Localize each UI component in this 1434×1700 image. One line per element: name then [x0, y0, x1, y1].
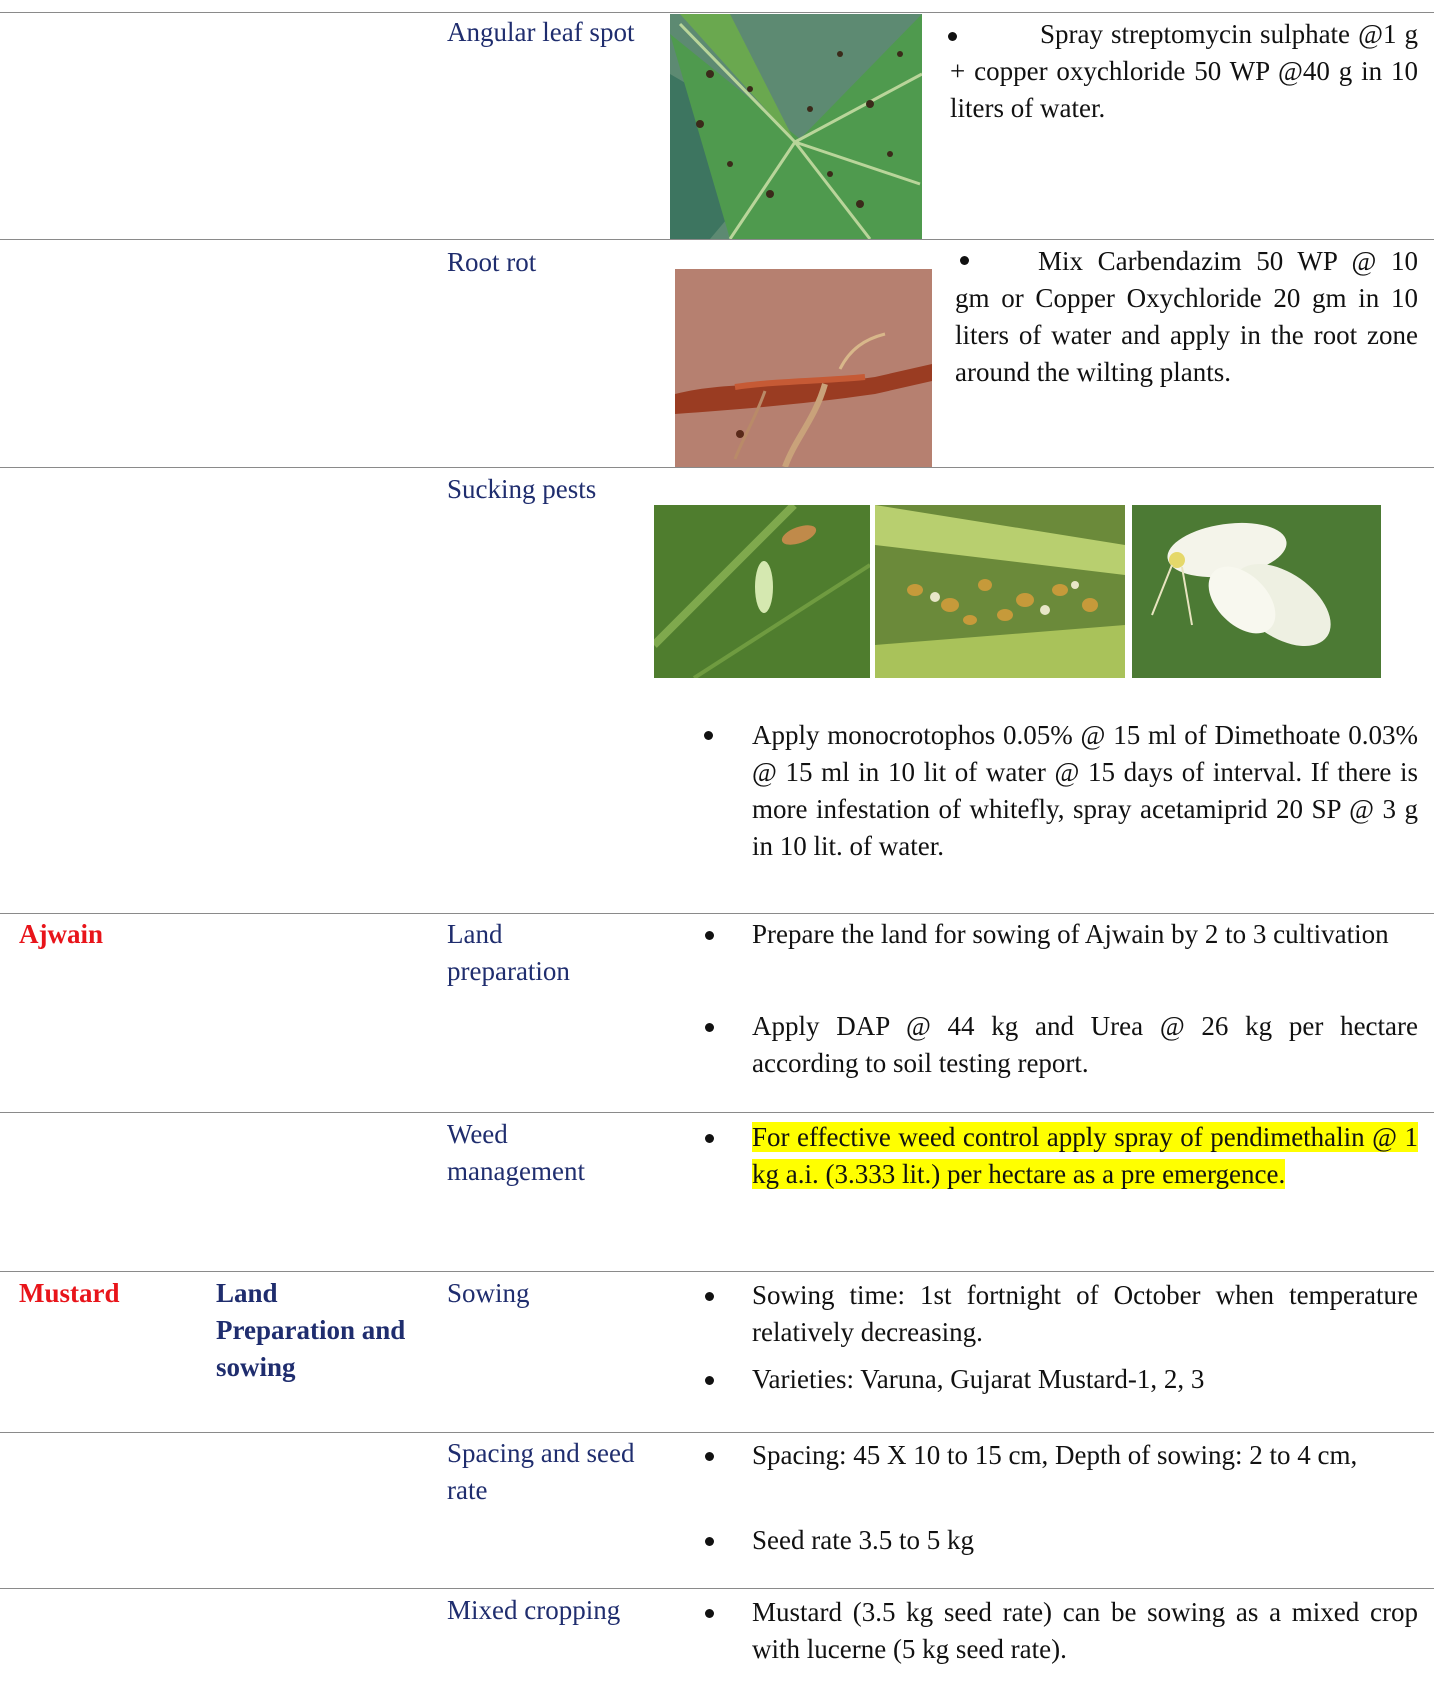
jassid-photo	[654, 505, 870, 678]
treatment-text: Seed rate 3.5 to 5 kg	[752, 1525, 974, 1555]
treatment-text: Sowing time: 1st fortnight of October when temperature relatively decreasing.	[752, 1280, 1418, 1347]
row-item-mixed-cropping: Mixed cropping	[447, 1595, 621, 1625]
row-divider	[0, 1432, 1434, 1433]
stage-heading: Land Preparation and sowing	[216, 1278, 406, 1382]
row-item-land-preparation: Land preparation	[447, 919, 570, 986]
crop-name-ajwain: Ajwain	[19, 919, 104, 949]
row-divider	[0, 913, 1434, 914]
treatment-text: Mustard (3.5 kg seed rate) can be sowing as a mixed crop with lucerne (5 kg seed rate).	[752, 1597, 1418, 1664]
treatment-text: Prepare the land for sowing of Ajwain by 2 to 3 cultivation	[752, 919, 1389, 949]
treatment-text: Apply DAP @ 44 kg and Urea @ 26 kg per hectare according to soil testing report.	[752, 1011, 1418, 1078]
crop-name-mustard: Mustard	[19, 1278, 120, 1308]
bullet-icon	[704, 731, 713, 740]
row-divider	[0, 1271, 1434, 1272]
bullet-icon	[705, 931, 714, 940]
aphids-photo	[875, 505, 1125, 678]
treatment-text: Apply monocrotophos 0.05% @ 15 ml of Dimethoate 0.03% @ 15 ml in 10 lit of water @ 15 days of interval. If there is more infestation of whitefly, spray acetamiprid 20 SP @ 3 g in 10 lit. of water.	[752, 720, 1418, 861]
row-divider	[0, 1588, 1434, 1589]
row-item-root-rot: Root rot	[447, 247, 537, 277]
angular-leaf-spot-photo	[670, 14, 922, 239]
bullet-icon	[705, 1452, 714, 1461]
bullet-icon	[705, 1292, 714, 1301]
bullet-icon	[705, 1134, 714, 1143]
row-divider	[0, 1112, 1434, 1113]
row-item-sowing: Sowing	[447, 1278, 530, 1308]
whitefly-photo	[1132, 505, 1381, 678]
bullet-icon	[705, 1609, 714, 1618]
treatment-text: Varieties: Varuna, Gujarat Mustard-1, 2, 3	[752, 1364, 1205, 1394]
row-item-sucking-pests: Sucking pests	[447, 474, 597, 504]
treatment-text-highlighted	[752, 1119, 1418, 1193]
row-divider	[0, 239, 1434, 240]
bullet-icon	[705, 1537, 714, 1546]
row-divider	[0, 12, 1434, 13]
bullet-icon	[705, 1376, 714, 1385]
root-rot-photo	[675, 269, 932, 467]
row-item-weed-management: Weed management	[447, 1119, 585, 1186]
row-divider	[0, 467, 1434, 468]
treatment-text: Mix Carbendazim 50 WP @ 10 gm or Copper Oxychloride 20 gm in 10 liters of water and apply in the root zone around the wilting plants.	[955, 246, 1418, 387]
highlighted-text: For effective weed control apply spray of pendimethalin @ 1 kg a.i. (3.333 lit.) per hectare as a pre emergence.	[752, 1122, 1418, 1189]
row-item-spacing-seed-rate: Spacing and seed rate	[447, 1438, 635, 1505]
bullet-icon	[705, 1023, 714, 1032]
treatment-text: Spacing: 45 X 10 to 15 cm, Depth of sowing: 2 to 4 cm,	[752, 1440, 1358, 1470]
treatment-text: Spray streptomycin sulphate @1 g + copper oxychloride 50 WP @40 g in 10 liters of water.	[950, 19, 1418, 123]
row-item-angular-leaf-spot: Angular leaf spot	[447, 17, 635, 47]
